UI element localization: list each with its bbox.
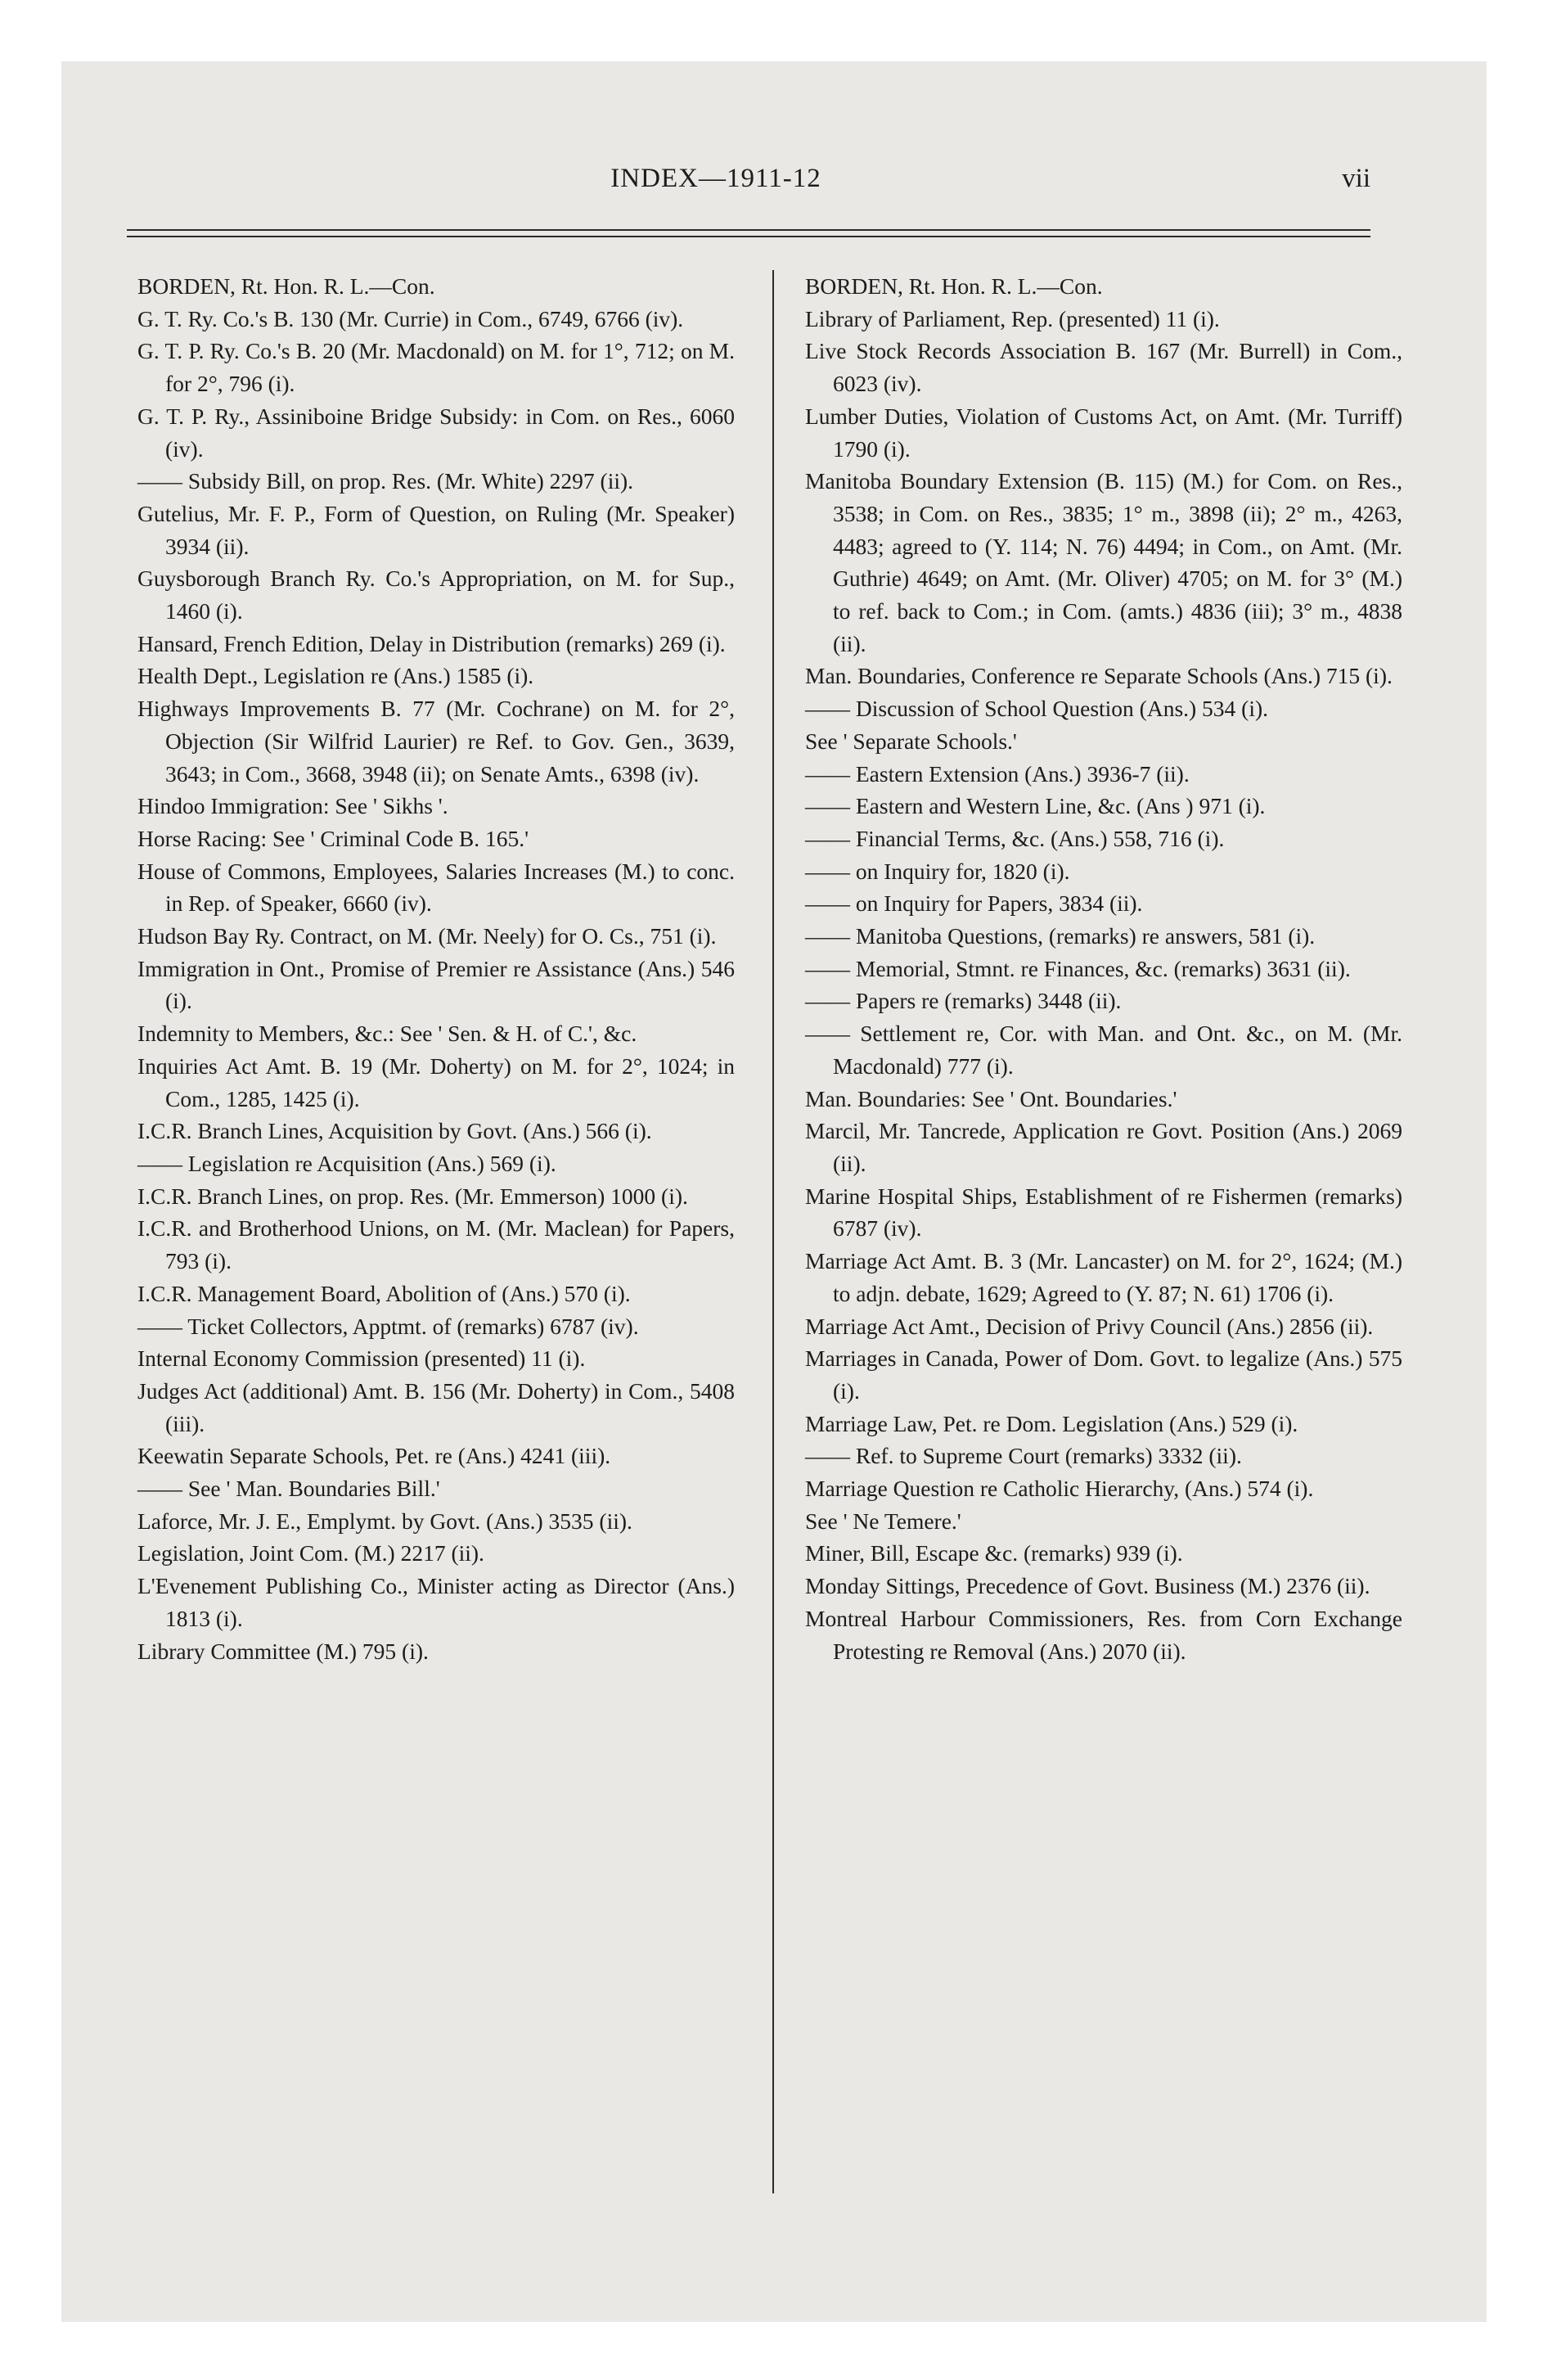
index-entry: L'Evenement Publishing Co., Minister acting as Director (Ans.) 1813 (i). <box>137 1573 735 1631</box>
index-entry: —— on Inquiry for, 1820 (i). <box>805 858 1070 884</box>
index-entry: Immigration in Ont., Promise of Premier re Assistance (Ans.) 546 (i). <box>137 955 735 1014</box>
header-rule-top <box>127 229 1370 231</box>
index-entry: —— Financial Terms, &c. (Ans.) 558, 716 (i). <box>805 825 1225 851</box>
index-entry: Monday Sittings, Precedence of Govt. Business (M.) 2376 (ii). <box>805 1573 1370 1599</box>
index-entry: —— Ticket Collectors, Apptmt. of (remarks) 6787 (iv). <box>137 1313 639 1339</box>
page-title: INDEX—1911-12 <box>610 164 821 193</box>
index-entry: Marcil, Mr. Tancrede, Application re Govt. Position (Ans.) 2069 (ii). <box>805 1118 1402 1176</box>
index-entry: —— Discussion of School Question (Ans.) 534 (i). <box>805 696 1269 722</box>
index-entry: G. T. P. Ry. Co.'s B. 20 (Mr. Macdonald) on M. for 1°, 712; on M. for 2°, 796 (i). <box>137 338 735 397</box>
index-entry: Man. Boundaries, Conference re Separate Schools (Ans.) 715 (i). <box>805 663 1393 689</box>
index-entry: Man. Boundaries: See ' Ont. Boundaries.' <box>805 1085 1177 1111</box>
index-entry: —— Manitoba Questions, (remarks) re answers, 581 (i). <box>805 923 1316 949</box>
index-entry: Judges Act (additional) Amt. B. 156 (Mr. Doherty) in Com., 5408 (iii). <box>137 1377 735 1436</box>
index-entry: I.C.R. Branch Lines, Acquisition by Govt. (Ans.) 566 (i). <box>137 1118 652 1144</box>
index-entry: —— Legislation re Acquisition (Ans.) 569 (i). <box>137 1150 556 1176</box>
index-entry: G. T. Ry. Co.'s B. 130 (Mr. Currie) in Com., 6749, 6766 (iv). <box>137 305 684 331</box>
index-entry: Hindoo Immigration: See ' Sikhs '. <box>137 793 448 819</box>
page-header <box>61 164 1370 205</box>
index-entry: See ' Separate Schools.' <box>805 728 1017 754</box>
header-rule-bottom <box>127 236 1370 237</box>
index-entry: Live Stock Records Association B. 167 (Mr. Burrell) in Com., 6023 (iv). <box>805 338 1402 397</box>
column-divider <box>772 270 774 2193</box>
index-entry: I.C.R. Branch Lines, on prop. Res. (Mr. Emmerson) 1000 (i). <box>137 1183 688 1209</box>
index-entry: —— Settlement re, Cor. with Man. and Ont. &c., on M. (Mr. Macdonald) 777 (i). <box>805 1021 1402 1079</box>
index-entry: —— See ' Man. Boundaries Bill.' <box>137 1476 440 1502</box>
index-entry: —— Papers re (remarks) 3448 (ii). <box>805 988 1122 1014</box>
index-entry: Legislation, Joint Com. (M.) 2217 (ii). <box>137 1540 484 1566</box>
index-entry: Manitoba Boundary Extension (B. 115) (M.) for Com. on Res., 3538; in Com. on Res., 3835; 1° m., 3898 (ii); 2° m., 4263, 4483; agreed to (Y. 114; N. 76) 4494; in Com., on Amt. (Mr. Guthrie) 4649; on Amt. (Mr. Oliver) 4705; on M. for 3° (M.) to ref. back to Com.; in Com. (amts.) 4836 (iii); 3° m., 4838 (ii). <box>805 468 1402 656</box>
index-entry: Horse Racing: See ' Criminal Code B. 165.' <box>137 825 529 851</box>
index-entry: House of Commons, Employees, Salaries Increases (M.) to conc. in Rep. of Speaker, 6660 (iv). <box>137 858 735 917</box>
index-entry: Marriages in Canada, Power of Dom. Govt. to legalize (Ans.) 575 (i). <box>805 1346 1402 1404</box>
index-entry: Hansard, French Edition, Delay in Distribution (remarks) 269 (i). <box>137 630 726 656</box>
index-entry: —— Memorial, Stmnt. re Finances, &c. (remarks) 3631 (ii). <box>805 955 1351 981</box>
continued-heading: BORDEN, Rt. Hon. R. L.—Con. <box>805 273 1103 299</box>
index-entry: —— Subsidy Bill, on prop. Res. (Mr. White) 2297 (ii). <box>137 468 634 494</box>
index-entry: Library Committee (M.) 795 (i). <box>137 1638 429 1664</box>
right-column <box>805 270 1402 1667</box>
index-entry: —— Eastern and Western Line, &c. (Ans ) 971 (i). <box>805 793 1266 819</box>
index-entry: —— on Inquiry for Papers, 3834 (ii). <box>805 890 1143 917</box>
index-entry: I.C.R. and Brotherhood Unions, on M. (Mr. Maclean) for Papers, 793 (i). <box>137 1215 735 1274</box>
index-entry: Library of Parliament, Rep. (presented) 11 (i). <box>805 305 1220 331</box>
index-entry: Indemnity to Members, &c.: See ' Sen. & H. of C.', &c. <box>137 1021 637 1047</box>
index-entry: Laforce, Mr. J. E., Emplymt. by Govt. (Ans.) 3535 (ii). <box>137 1508 632 1534</box>
index-entry: Montreal Harbour Commissioners, Res. from Corn Exchange Protesting re Removal (Ans.) 2070 (ii). <box>805 1605 1402 1664</box>
index-entry: Guysborough Branch Ry. Co.'s Appropriation, on M. for Sup., 1460 (i). <box>137 566 735 624</box>
index-entry: Marriage Act Amt., Decision of Privy Council (Ans.) 2856 (ii). <box>805 1313 1374 1339</box>
index-entry: —— Eastern Extension (Ans.) 3936-7 (ii). <box>805 760 1190 787</box>
index-entry: Hudson Bay Ry. Contract, on M. (Mr. Neely) for O. Cs., 751 (i). <box>137 923 717 949</box>
index-entry: Marriage Act Amt. B. 3 (Mr. Lancaster) on M. for 2°, 1624; (M.) to adjn. debate, 1629; Agreed to (Y. 87; N. 61) 1706 (i). <box>805 1248 1402 1306</box>
index-entry: See ' Ne Temere.' <box>805 1508 961 1534</box>
index-entry: Health Dept., Legislation re (Ans.) 1585 (i). <box>137 663 534 689</box>
index-entry: Marriage Law, Pet. re Dom. Legislation (Ans.) 529 (i). <box>805 1410 1298 1436</box>
index-entry: Marriage Question re Catholic Hierarchy, (Ans.) 574 (i). <box>805 1476 1314 1502</box>
index-entry: Internal Economy Commission (presented) 11 (i). <box>137 1346 586 1372</box>
index-entry: Keewatin Separate Schools, Pet. re (Ans.) 4241 (iii). <box>137 1443 611 1469</box>
left-column <box>137 270 735 1667</box>
index-entry: Highways Improvements B. 77 (Mr. Cochrane) on M. for 2°, Objection (Sir Wilfrid Laurier) re Ref. to Gov. Gen., 3639, 3643; in Com., 3668, 3948 (ii); on Senate Amts., 6398 (iv). <box>137 696 735 787</box>
index-entry: Miner, Bill, Escape &c. (remarks) 939 (i). <box>805 1540 1183 1566</box>
index-entry: Inquiries Act Amt. B. 19 (Mr. Doherty) on M. for 2°, 1024; in Com., 1285, 1425 (i). <box>137 1053 735 1111</box>
index-entry: Gutelius, Mr. F. P., Form of Question, on Ruling (Mr. Speaker) 3934 (ii). <box>137 500 735 559</box>
index-entry: —— Ref. to Supreme Court (remarks) 3332 (ii). <box>805 1443 1242 1469</box>
continued-heading: BORDEN, Rt. Hon. R. L.—Con. <box>137 273 435 299</box>
index-entry: I.C.R. Management Board, Abolition of (Ans.) 570 (i). <box>137 1280 631 1306</box>
index-entry: Lumber Duties, Violation of Customs Act, on Amt. (Mr. Turriff) 1790 (i). <box>805 403 1402 462</box>
index-entry: G. T. P. Ry., Assiniboine Bridge Subsidy: in Com. on Res., 6060 (iv). <box>137 403 735 462</box>
index-entry: Marine Hospital Ships, Establishment of re Fishermen (remarks) 6787 (iv). <box>805 1183 1402 1242</box>
page-number: vii <box>1342 164 1370 193</box>
